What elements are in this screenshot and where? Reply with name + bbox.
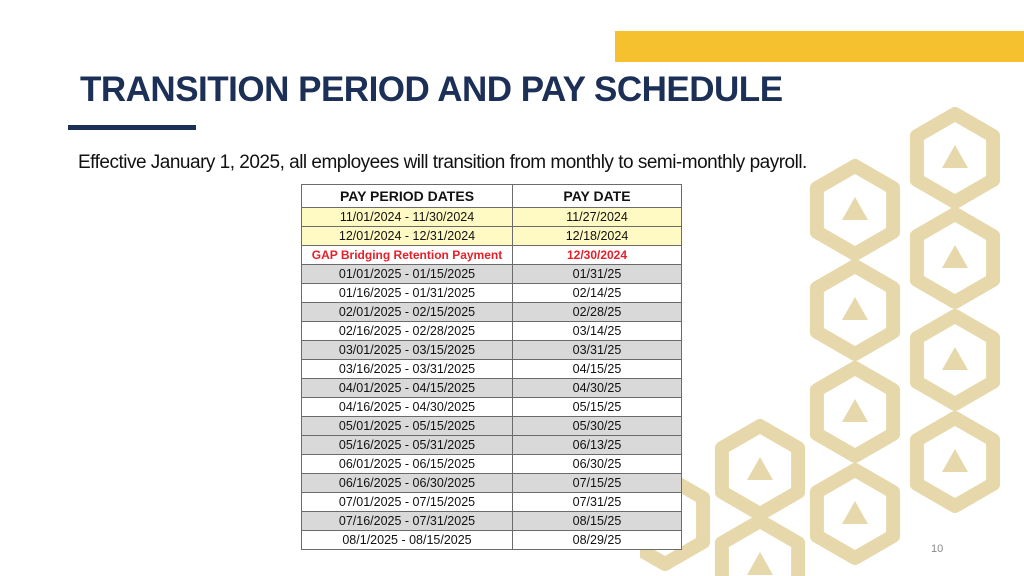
table-row [302, 379, 682, 398]
pay-date-cell: 05/30/25 [513, 417, 682, 436]
pay-period-cell: 06/01/2025 - 06/15/2025 [302, 455, 513, 474]
pay-period-cell: 12/01/2024 - 12/31/2024 [302, 227, 513, 246]
hexagon-icon [817, 266, 893, 354]
pay-period-cell: GAP Bridging Retention Payment [302, 246, 513, 265]
pay-period-cell: 11/01/2024 - 11/30/2024 [302, 208, 513, 227]
pay-date-cell: 06/30/25 [513, 455, 682, 474]
table-row [302, 455, 682, 474]
pay-period-cell: 07/01/2025 - 07/15/2025 [302, 493, 513, 512]
pay-period-cell: 01/01/2025 - 01/15/2025 [302, 265, 513, 284]
table-row [302, 493, 682, 512]
hexagon-icon [722, 426, 798, 514]
hexagon-icon [917, 114, 993, 202]
table-row [302, 417, 682, 436]
table-row [302, 341, 682, 360]
column-header-pay-period-dates: PAY PERIOD DATES [302, 185, 513, 208]
pay-period-cell: 06/16/2025 - 06/30/2025 [302, 474, 513, 493]
pay-period-cell: 01/16/2025 - 01/31/2025 [302, 284, 513, 303]
hexagon-icon [722, 521, 798, 576]
pay-period-cell: 02/16/2025 - 02/28/2025 [302, 322, 513, 341]
pay-date-cell: 04/30/25 [513, 379, 682, 398]
pay-date-cell: 02/14/25 [513, 284, 682, 303]
pay-date-cell: 05/15/25 [513, 398, 682, 417]
table-body [302, 208, 682, 550]
pay-date-cell: 08/15/25 [513, 512, 682, 531]
pay-date-cell: 06/13/25 [513, 436, 682, 455]
table-row [302, 265, 682, 284]
table-row [302, 474, 682, 493]
pay-period-cell: 05/16/2025 - 05/31/2025 [302, 436, 513, 455]
table-row [302, 531, 682, 550]
title-underline [68, 125, 196, 130]
hexagon-icon [817, 368, 893, 456]
table-row [302, 398, 682, 417]
pay-date-cell: 07/31/25 [513, 493, 682, 512]
hexagon-icon [917, 214, 993, 302]
table-row [302, 322, 682, 341]
pay-date-cell: 12/30/2024 [513, 246, 682, 265]
pay-period-cell: 04/16/2025 - 04/30/2025 [302, 398, 513, 417]
pay-period-cell: 03/16/2025 - 03/31/2025 [302, 360, 513, 379]
hexagon-icon [817, 470, 893, 558]
pay-period-cell: 04/01/2025 - 04/15/2025 [302, 379, 513, 398]
pay-date-cell: 12/18/2024 [513, 227, 682, 246]
pay-date-cell: 03/14/25 [513, 322, 682, 341]
hexagon-icon [917, 418, 993, 506]
hexagon-icon [917, 316, 993, 404]
pay-period-cell: 07/16/2025 - 07/31/2025 [302, 512, 513, 531]
pay-date-cell: 07/15/25 [513, 474, 682, 493]
column-header-pay-date: PAY DATE [513, 185, 682, 208]
table-row [302, 436, 682, 455]
table-row [302, 284, 682, 303]
accent-bar [615, 31, 1024, 62]
pay-period-cell: 02/01/2025 - 02/15/2025 [302, 303, 513, 322]
pay-period-cell: 03/01/2025 - 03/15/2025 [302, 341, 513, 360]
pay-date-cell: 11/27/2024 [513, 208, 682, 227]
table-row [302, 246, 682, 265]
pay-schedule-table [301, 184, 682, 550]
hexagon-icon [817, 166, 893, 254]
pay-date-cell: 04/15/25 [513, 360, 682, 379]
table-row [302, 360, 682, 379]
table-row [302, 227, 682, 246]
pay-date-cell: 08/29/25 [513, 531, 682, 550]
pay-period-cell: 05/01/2025 - 05/15/2025 [302, 417, 513, 436]
pay-date-cell: 02/28/25 [513, 303, 682, 322]
table-header-row [302, 185, 682, 208]
table-row [302, 303, 682, 322]
page-number: 10 [931, 543, 944, 555]
table-row [302, 208, 682, 227]
pay-date-cell: 01/31/25 [513, 265, 682, 284]
table-row [302, 512, 682, 531]
pay-period-cell: 08/1/2025 - 08/15/2025 [302, 531, 513, 550]
page-title: TRANSITION PERIOD AND PAY SCHEDULE [80, 70, 783, 109]
pay-date-cell: 03/31/25 [513, 341, 682, 360]
subtitle: Effective January 1, 2025, all employees will transition from monthly to semi-monthly payroll. [78, 152, 807, 173]
